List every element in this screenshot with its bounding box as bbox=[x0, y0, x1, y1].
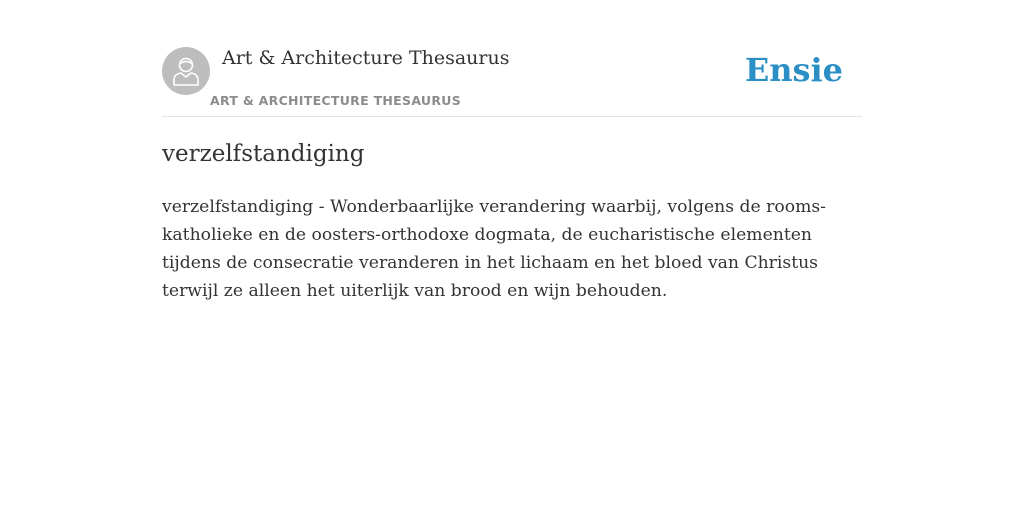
author-name-link[interactable]: Art & Architecture Thesaurus bbox=[222, 47, 510, 69]
ensie-logo[interactable]: Ensie bbox=[744, 51, 843, 89]
author-tag-link[interactable]: ART & ARCHITECTURE THESAURUS bbox=[210, 93, 462, 108]
entry-header bbox=[162, 46, 862, 117]
term-title: verzelfstandiging bbox=[162, 141, 365, 167]
user-icon bbox=[172, 56, 200, 86]
author-avatar[interactable] bbox=[162, 47, 210, 95]
term-definition: verzelfstandiging - Wonderbaarlijke verandering waarbij, volgens de rooms-katholieke en de oosters-orthodoxe dogmata, de eucharistische elementen tijdens de consecratie veranderen in het lichaam en het bloed van Christus terwijl ze alleen het uiterlijk van brood en wijn behouden. bbox=[162, 197, 826, 301]
